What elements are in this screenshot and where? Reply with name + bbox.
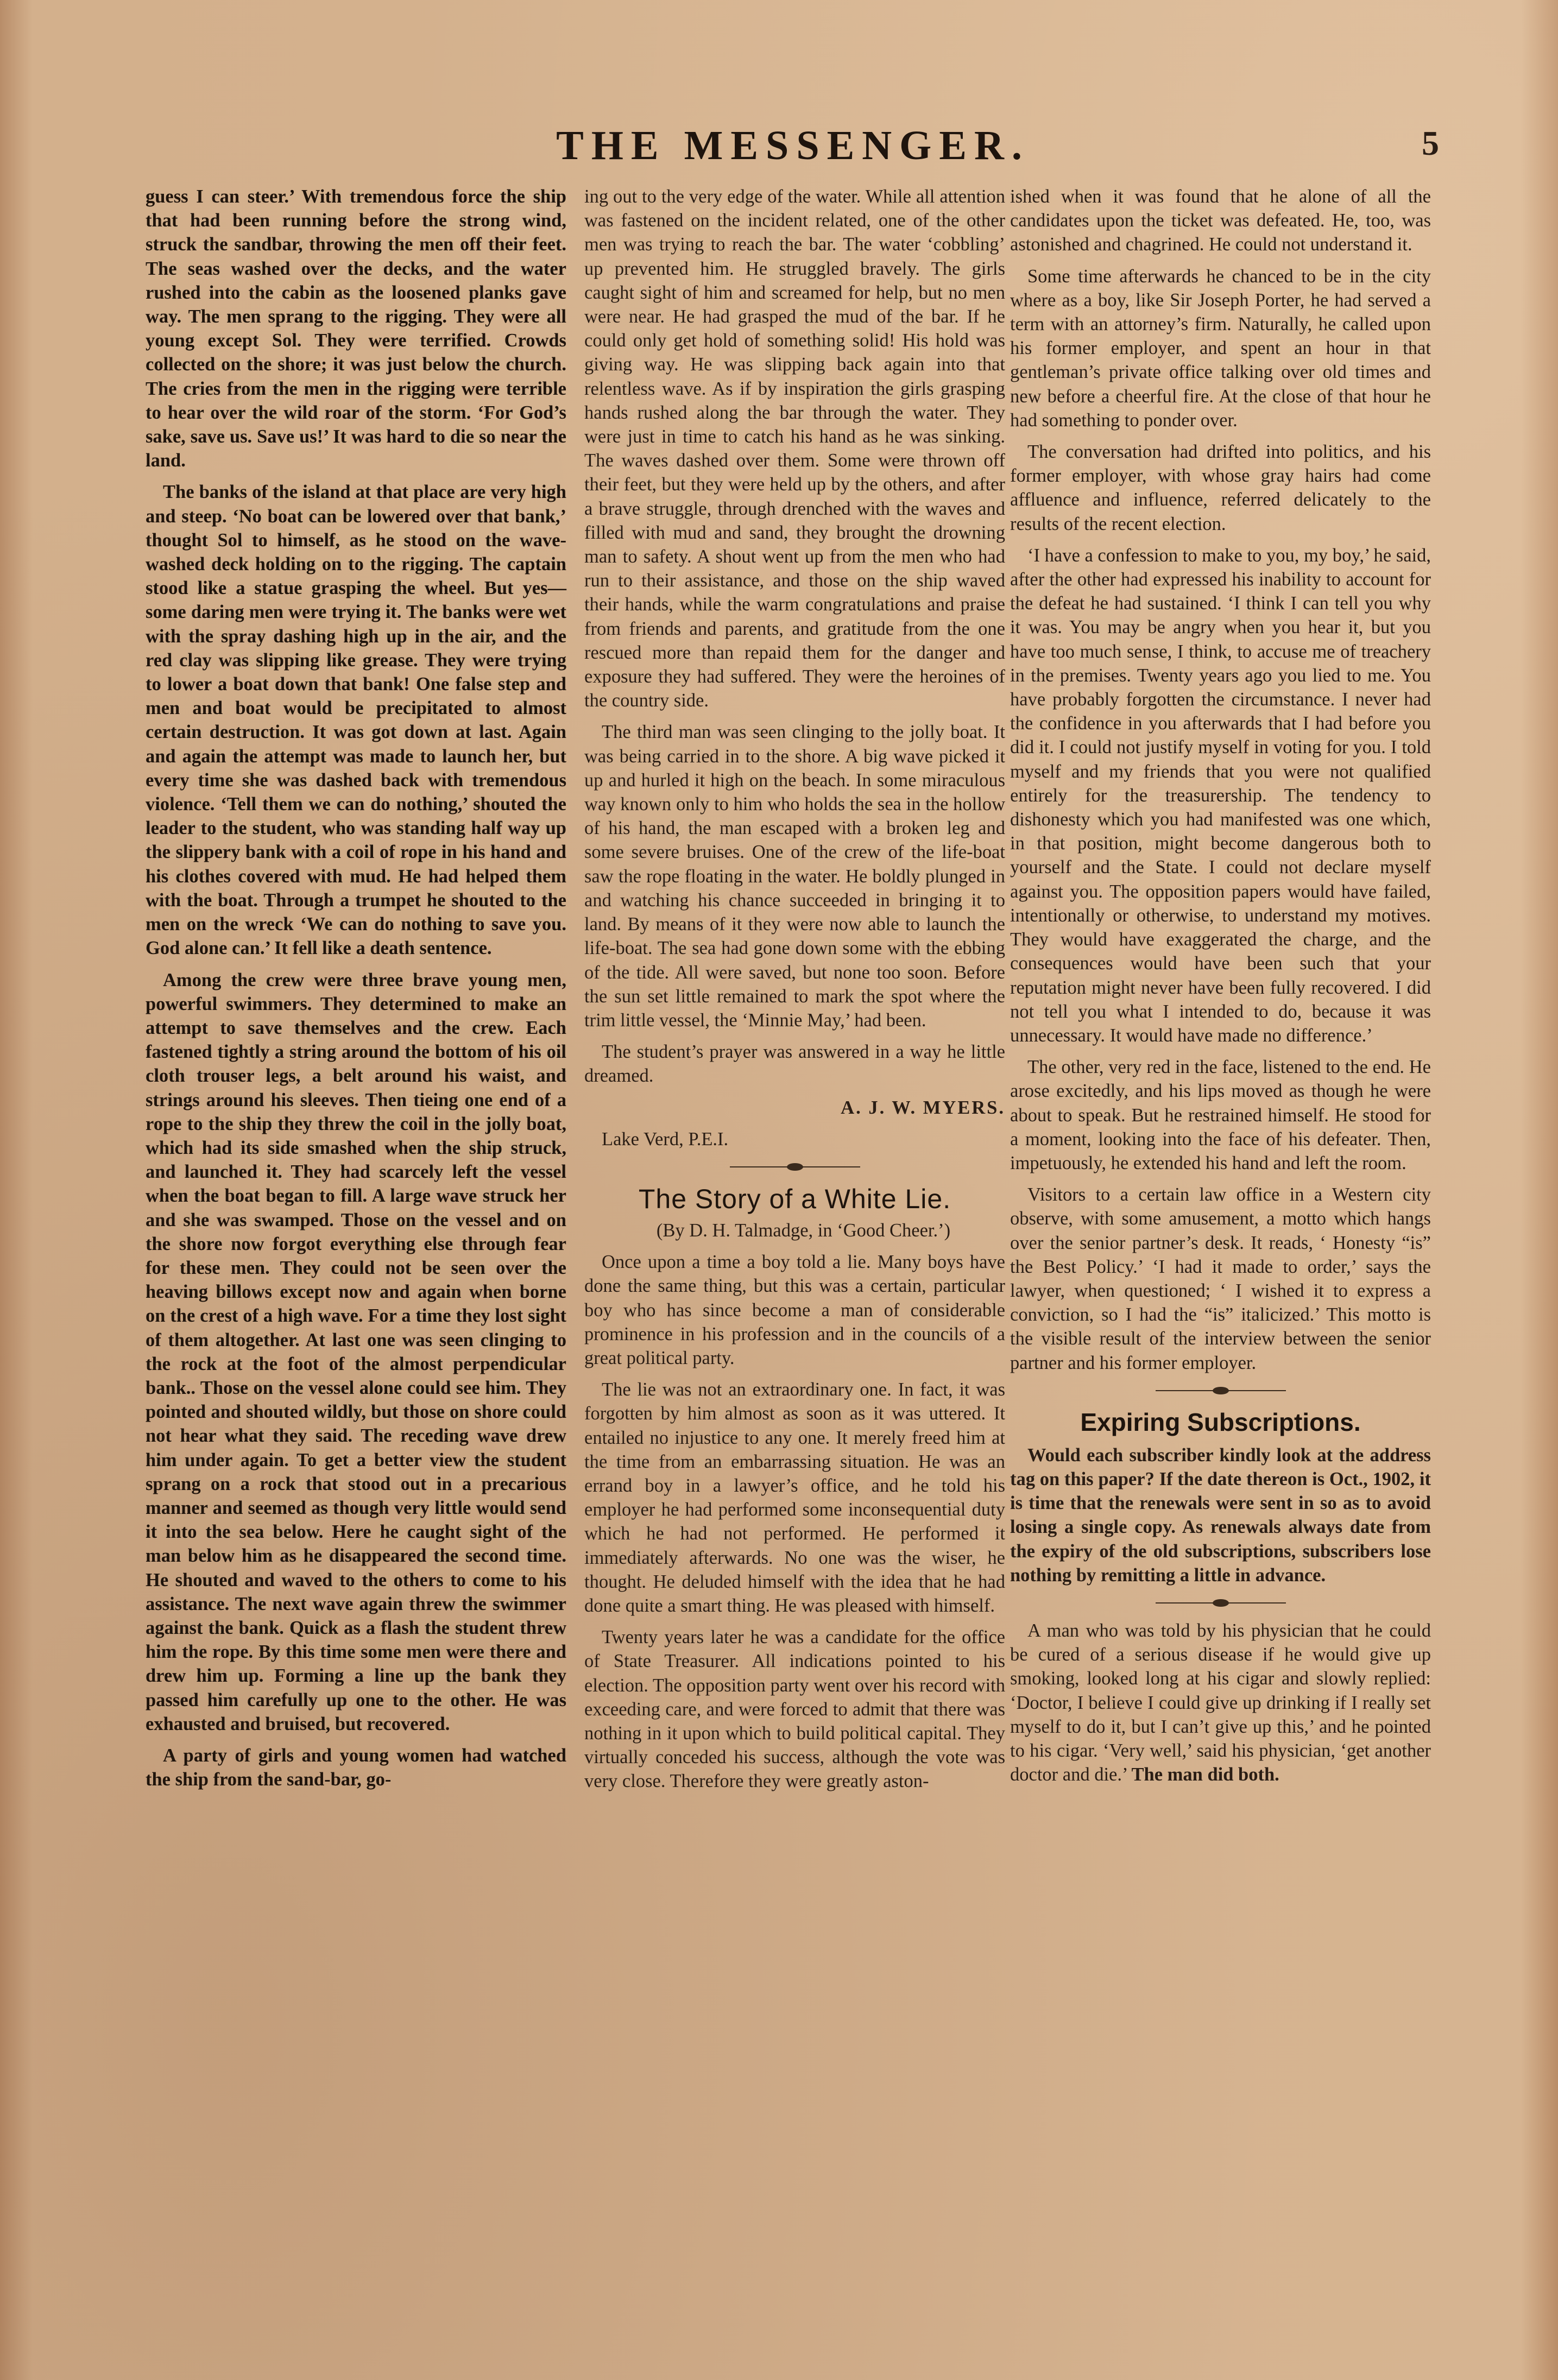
paragraph: guess I can steer.’ With tremendous force the ship that had been running before the strong wind, struck the sandbar, throwing the men off their feet. The seas washed over the decks, and the water rushed into the cabin as the loosened planks gave way. The men sprang to the rigging. They were all young except Sol. They were terrified. Crowds collected on the shore; it was just below the church. The cries from the men in the rigging were terrible to hear over the wild roar of the storm. ‘For God’s sake, save us. Save us!’ It was hard to die so near the land. xyxy=(146,186,566,471)
anecdote-paragraph xyxy=(1010,1619,1431,1786)
paragraph: Once upon a time a boy told a lie. Many boys have done the same thing, but this was a certain, particular boy who has since become a man of considerable prominence in his profession and in the councils of a great political party. xyxy=(584,1252,1005,1368)
author-signature: A. J. W. MYERS. xyxy=(841,1097,1005,1118)
page-header xyxy=(141,122,1445,171)
anecdote-punchline: The man did both. xyxy=(1131,1764,1279,1785)
paragraph: The conversation had drifted into politics, and his former employer, with whose gray hairs had come affluence and influence, referred delicately to the results of the recent election. xyxy=(1010,441,1431,534)
masthead: THE MESSENGER. xyxy=(556,123,1030,168)
column-2 xyxy=(584,185,1005,1801)
subscriptions-title: Expiring Subscriptions. xyxy=(1080,1407,1361,1436)
subscriptions-notice: Would each subscriber kindly look at the address tag on this paper? If the date thereon is Oct., 1902, it is time that the renewals were sent in so as to avoid losing a single copy. As renewals always date from the expiry of the old subscriptions, subscribers lose nothing by remitting a little in advance. xyxy=(1010,1444,1431,1586)
paragraph: ing out to the very edge of the water. While all attention was fastened on the incident related, one of the other men was trying to reach the bar. The water ‘cobbling’ up prevented him. He struggled bravely. The girls caught sight of him and screamed for help, but no men were near. He had grasped the mud of the bar. If he could only get hold of something solid! His hold was giving way. He was slipping back again into that relentless wave. As if by inspiration the girls grasping hands rushed along the bar through the water. They were just in time to catch his hand as he was sinking. The waves dashed over them. Some were thrown off their feet, but they were held up by the others, and after a brave struggle, through drenched with the waves and filled with mud and sand, they brought the drowning man to safety. A shout went up from the men who had run to their assistance, and those on the ship waved their hands, while the warm congratulations and praise from friends and parents, and gratitude from the one rescued more than repaid them for the danger and exposure they had suffered. They were the heroines of the country side. xyxy=(584,186,1005,711)
paragraph: ished when it was found that he alone of all the candidates upon the ticket was defeated. He, too, was astonished and chagrined. He could not understand it. xyxy=(1010,186,1431,255)
anecdote-text: A man who was told by his physician that he could be cured of a serious disease if he would give up smoking, looked long at his cigar and slowly replied: ‘Doctor, I believe I could give up drinking if I really set myself to do it, but I can’t give up this,’ and he pointed to his cigar. ‘Very well,’ said his physician, ‘get another doctor and die.’ xyxy=(1010,1620,1431,1785)
section-divider xyxy=(1156,1599,1286,1607)
section-divider xyxy=(1156,1387,1286,1394)
paragraph: The banks of the island at that place are very high and steep. ‘No boat can be lowered over that bank,’ thought Sol to himself, as he stood on the wave-washed deck holding on to the rigging. The captain stood like a statue grasping the wheel. But yes—some daring men were trying it. The banks were wet with the spray dashing high up in the air, and the red clay was slipping like grease. They were trying to lower a boat down that bank! One false step and men and boat would be precipitated to almost certain destruction. It was got down at last. Again and again the attempt was made to launch her, but every time she was dashed back with tremendous violence. ‘Tell them we can do nothing,’ shouted the leader to the student, who was standing half way up the slippery bank with a coil of rope in his hand and his clothes covered with mud. He had helped them with the boat. Through a trumpet he shouted to the men on the wreck ‘We can do nothing to save you. God alone can.’ It fell like a death sentence. xyxy=(146,482,566,959)
paragraph: Some time afterwards he chanced to be in the city where as a boy, like Sir Joseph Porter, he had served a term with an attorney’s firm. Naturally, he called upon his former employer, and spent an hour in that gentleman’s private office talking over old times and new before a cheerful fire. At the close of that hour he had something to ponder over. xyxy=(1010,266,1431,431)
section-divider xyxy=(730,1163,860,1171)
paragraph: The third man was seen clinging to the jolly boat. It was being carried in to the shore. A big wave picked it up and hurled it high on the beach. In some miraculous way known only to him who holds the sea in the hollow of his hand, the man escaped with a broken leg and some severe bruises. One of the crew of the life-boat saw the rope floating in the water. He boldly plunged in and watching his chance succeeded in bringing it to land. By means of it they were now able to launch the life-boat. The sea had gone down some with the ebbing of the tide. All were saved, but none too soon. Before the sun set little remained to mark the spot where the trim little vessel, the ‘Minnie May,’ had been. xyxy=(584,722,1005,1031)
paragraph: The lie was not an extraordinary one. In fact, it was forgotten by him almost as soon as it was uttered. It entailed no injustice to any one. It merely freed him at the time from an embarrassing situation. He was an errand boy in a lawyer’s office, and he told his employer he had performed some inconsequential duty which he had not performed. He performed it immediately afterwards. No one was the wiser, he thought. He deluded himself with the idea that he had done quite a smart thing. He was pleased with himself. xyxy=(584,1379,1005,1616)
paragraph: Twenty years later he was a candidate for the office of State Treasurer. All indications pointed to his election. The opposition party went over his record with exceeding care, and were forced to admit that there was nothing in it upon which to build political capital. They virtually conceded his success, although the vote was very close. Therefore they were greatly aston- xyxy=(584,1627,1005,1792)
paragraph: The other, very red in the face, listened to the end. He arose excitedly, and his lips moved as though he were about to speak. But he restrained himself. He stood for a moment, looking into the face of his defeater. Then, impetuously, he extended his hand and left the room. xyxy=(1010,1057,1431,1173)
paragraph: A party of girls and young women had watched the ship from the sand-bar, go- xyxy=(146,1745,566,1790)
story-byline: (By D. H. Talmadge, in ‘Good Cheer.’) xyxy=(656,1220,951,1241)
paragraph: ‘I have a confession to make to you, my boy,’ he said, after the other had expressed his inability to account for the defeat he had sustained. ‘I think I can tell you why it was. You may be angry when you hear it, but you have too much sense, I think, to accuse me of treachery in the premises. Twenty years ago you lied to me. You have probably forgotten the circumstance. I never had the confidence in you afterwards that I had before you did it. I could not justify myself in voting for you. I told myself and my friends that you were not qualified entirely for the treasurership. The tendency to dishonesty which you had manifested was one which, in that position, might become dangerous both to yourself and the State. I could not declare myself against you. The opposition papers would have failed, intentionally or otherwise, to understand my motives. They would have exaggerated the charge, and the consequences would have been such that your reputation might never have been fully recovered. I did not tell you what I intended to do, because it was unnecessary. It would have made no difference.’ xyxy=(1010,545,1431,1046)
column-3 xyxy=(1010,185,1431,1794)
author-place: Lake Verd, P.E.I. xyxy=(602,1128,729,1150)
paragraph: The student’s prayer was answered in a way he little dreamed. xyxy=(584,1041,1005,1087)
page-number: 5 xyxy=(1422,124,1439,162)
paragraph: Among the crew were three brave young men, powerful swimmers. They determined to make an attempt to save themselves and the crew. Each fastened tightly a string around the bottom of his oil cloth trouser legs, a belt around his waist, and strings around his sleeves. Then tieing one end of a rope to the ship they threw the coil in the jolly boat, which had its side smashed when the ship struck, and launched it. They had scarcely left the vessel when the boat began to fill. A large wave struck her and she was swamped. Those on the vessel and on the shore now forgot everything else through fear for these men. They could not be seen over the heaving billows except now and again when borne on the crest of a high wave. For a time they lost sight of them altogether. At last one was seen clinging to the rock at the foot of the almost perpendicular bank.. Those on the vessel alone could see him. They pointed and shouted wildly, but those on shore could not hear what they said. The receding wave drew him under again. To get a better view the student sprang on a rock that stood out in a precarious manner and seemed as though very little would send it into the sea below. Here he caught sight of the man below him as he disappeared the second time. He shouted and waved to the others to come to his assistance. The next wave again threw the swimmer against the bank. Quick as a flash the student threw him the rope. By this time some men were there and drew him up. Forming a line up the bank they passed him carefully up one to the other. He was exhausted and bruised, but recovered. xyxy=(146,969,566,1734)
paragraph: Visitors to a certain law office in a Western city observe, with some amusement, a motto which hangs over the senior partner’s desk. It reads, ‘ Honesty “is” the Best Policy.’ ‘I had it made to order,’ says the lawyer, when questioned; ‘ I wished it to express a conviction, so I had the “is” italicized.’ This motto is the visible result of the interview between the senior partner and his former employer. xyxy=(1010,1184,1431,1373)
story-title: The Story of a White Lie. xyxy=(638,1183,951,1214)
column-1 xyxy=(146,185,566,1799)
